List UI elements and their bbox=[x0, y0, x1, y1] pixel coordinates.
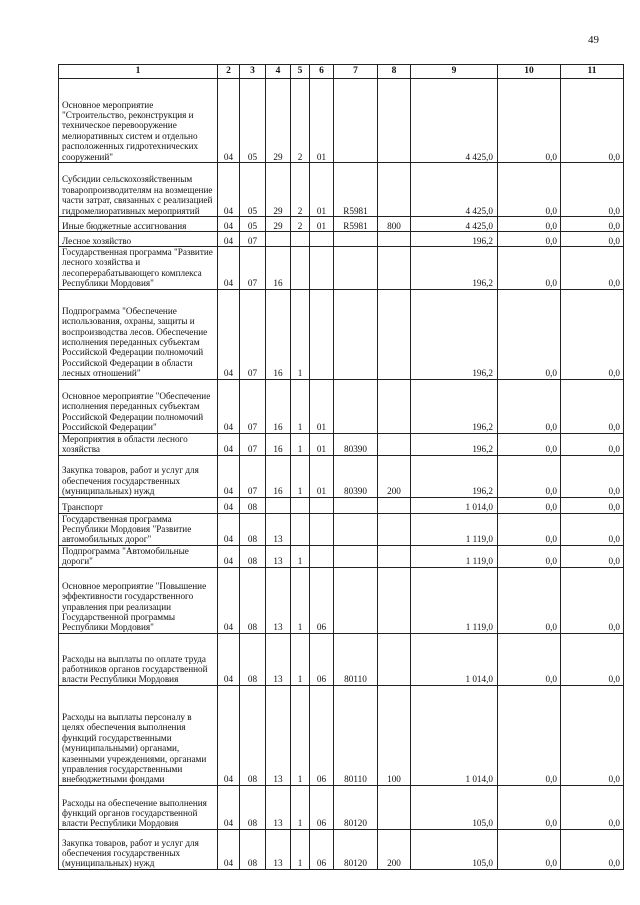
row-cell-c7: R5981 bbox=[334, 163, 378, 217]
header-cell: 8 bbox=[378, 65, 411, 79]
row-cell-c11: 0,0 bbox=[561, 232, 624, 247]
row-cell-c2: 04 bbox=[218, 829, 240, 869]
row-cell-c5: 2 bbox=[291, 217, 310, 232]
row-name-cell: Транспорт bbox=[59, 497, 218, 513]
row-cell-c5: 1 bbox=[291, 545, 310, 567]
row-cell-c8: 200 bbox=[378, 829, 411, 869]
row-cell-c8 bbox=[378, 379, 411, 433]
header-cell: 3 bbox=[240, 65, 266, 79]
row-cell-c11: 0,0 bbox=[561, 633, 624, 685]
row-cell-c3: 07 bbox=[240, 455, 266, 497]
row-cell-c9: 1 014,0 bbox=[411, 497, 498, 513]
row-cell-c11: 0,0 bbox=[561, 497, 624, 513]
table-row bbox=[59, 217, 624, 232]
row-cell-c2: 04 bbox=[218, 513, 240, 545]
row-cell-c8: 100 bbox=[378, 685, 411, 785]
row-cell-c4: 13 bbox=[266, 829, 291, 869]
row-cell-c7 bbox=[334, 79, 378, 163]
row-cell-c9: 196,2 bbox=[411, 379, 498, 433]
row-cell-c4: 13 bbox=[266, 685, 291, 785]
row-cell-c3: 08 bbox=[240, 567, 266, 633]
row-cell-c10: 0,0 bbox=[498, 79, 561, 163]
header-cell: 9 bbox=[411, 65, 498, 79]
row-cell-c8 bbox=[378, 545, 411, 567]
row-cell-c6: 01 bbox=[310, 433, 334, 455]
table-row bbox=[59, 633, 624, 685]
row-cell-c3: 08 bbox=[240, 685, 266, 785]
row-cell-c2: 04 bbox=[218, 163, 240, 217]
row-cell-c7: R5981 bbox=[334, 217, 378, 232]
table-row bbox=[59, 79, 624, 163]
row-cell-c3: 08 bbox=[240, 545, 266, 567]
table-row bbox=[59, 289, 624, 379]
row-cell-c5 bbox=[291, 232, 310, 247]
row-cell-c2: 04 bbox=[218, 232, 240, 247]
row-cell-c8 bbox=[378, 163, 411, 217]
row-cell-c5: 1 bbox=[291, 289, 310, 379]
row-cell-c8 bbox=[378, 79, 411, 163]
row-cell-c4: 29 bbox=[266, 79, 291, 163]
table-row bbox=[59, 685, 624, 785]
row-cell-c3: 05 bbox=[240, 217, 266, 232]
row-cell-c8 bbox=[378, 633, 411, 685]
row-cell-c2: 04 bbox=[218, 497, 240, 513]
row-cell-c6 bbox=[310, 497, 334, 513]
row-cell-c2: 04 bbox=[218, 545, 240, 567]
row-cell-c11: 0,0 bbox=[561, 79, 624, 163]
row-cell-c4 bbox=[266, 232, 291, 247]
row-cell-c8: 200 bbox=[378, 455, 411, 497]
table-row bbox=[59, 785, 624, 829]
row-cell-c11: 0,0 bbox=[561, 433, 624, 455]
row-cell-c3: 05 bbox=[240, 163, 266, 217]
row-cell-c2: 04 bbox=[218, 433, 240, 455]
row-cell-c9: 4 425,0 bbox=[411, 79, 498, 163]
row-cell-c7 bbox=[334, 247, 378, 290]
row-cell-c4: 13 bbox=[266, 567, 291, 633]
row-cell-c4: 16 bbox=[266, 379, 291, 433]
row-cell-c3: 05 bbox=[240, 79, 266, 163]
row-cell-c10: 0,0 bbox=[498, 217, 561, 232]
row-cell-c9: 1 119,0 bbox=[411, 545, 498, 567]
row-cell-c11: 0,0 bbox=[561, 217, 624, 232]
row-name-cell: Подпрограмма "Автомобильные дороги" bbox=[59, 545, 218, 567]
row-cell-c2: 04 bbox=[218, 217, 240, 232]
row-cell-c5: 1 bbox=[291, 633, 310, 685]
header-cell: 10 bbox=[498, 65, 561, 79]
row-name-cell: Лесное хозяйство bbox=[59, 232, 218, 247]
row-cell-c2: 04 bbox=[218, 79, 240, 163]
row-cell-c3: 07 bbox=[240, 247, 266, 290]
row-cell-c9: 196,2 bbox=[411, 247, 498, 290]
row-cell-c2: 04 bbox=[218, 633, 240, 685]
row-cell-c7: 80110 bbox=[334, 633, 378, 685]
row-name-cell: Государственная программа "Развитие лесного хозяйства и лесоперерабатывающего комплекса Республики Мордовия" bbox=[59, 247, 218, 290]
row-cell-c10: 0,0 bbox=[498, 685, 561, 785]
row-cell-c3: 08 bbox=[240, 785, 266, 829]
header-cell: 6 bbox=[310, 65, 334, 79]
row-cell-c10: 0,0 bbox=[498, 633, 561, 685]
row-cell-c11: 0,0 bbox=[561, 785, 624, 829]
table-row bbox=[59, 163, 624, 217]
table-row bbox=[59, 829, 624, 869]
row-cell-c6: 01 bbox=[310, 79, 334, 163]
row-cell-c11: 0,0 bbox=[561, 289, 624, 379]
row-cell-c11: 0,0 bbox=[561, 379, 624, 433]
row-cell-c3: 08 bbox=[240, 633, 266, 685]
row-name-cell: Государственная программа Республики Мордовия "Развитие автомобильных дорог" bbox=[59, 513, 218, 545]
row-cell-c2: 04 bbox=[218, 455, 240, 497]
table-row bbox=[59, 497, 624, 513]
row-name-cell: Закупка товаров, работ и услуг для обеспечения государственных (муниципальных) нужд bbox=[59, 455, 218, 497]
row-cell-c10: 0,0 bbox=[498, 513, 561, 545]
row-name-cell: Субсидии сельскохозяйственным товаропроизводителям на возмещение части затрат, связанных с реализацией гидромелиоративных мероприятий bbox=[59, 163, 218, 217]
row-cell-c3: 07 bbox=[240, 289, 266, 379]
row-cell-c5: 1 bbox=[291, 685, 310, 785]
row-cell-c2: 04 bbox=[218, 379, 240, 433]
row-cell-c5: 1 bbox=[291, 829, 310, 869]
row-cell-c5: 1 bbox=[291, 567, 310, 633]
row-cell-c2: 04 bbox=[218, 785, 240, 829]
row-cell-c8: 800 bbox=[378, 217, 411, 232]
row-cell-c4 bbox=[266, 497, 291, 513]
row-cell-c2: 04 bbox=[218, 247, 240, 290]
table-row bbox=[59, 545, 624, 567]
header-cell: 4 bbox=[266, 65, 291, 79]
row-cell-c7 bbox=[334, 232, 378, 247]
row-cell-c9: 1 014,0 bbox=[411, 633, 498, 685]
row-cell-c4: 16 bbox=[266, 289, 291, 379]
row-cell-c4: 13 bbox=[266, 545, 291, 567]
row-name-cell: Мероприятия в области лесного хозяйства bbox=[59, 433, 218, 455]
row-cell-c7: 80390 bbox=[334, 455, 378, 497]
row-name-cell: Закупка товаров, работ и услуг для обеспечения государственных (муниципальных) нужд bbox=[59, 829, 218, 869]
row-cell-c6 bbox=[310, 289, 334, 379]
row-cell-c6 bbox=[310, 247, 334, 290]
row-cell-c4: 13 bbox=[266, 513, 291, 545]
row-cell-c8 bbox=[378, 513, 411, 545]
row-cell-c6 bbox=[310, 232, 334, 247]
row-name-cell: Расходы на выплаты по оплате труда работников органов государственной власти Республики Мордовия bbox=[59, 633, 218, 685]
row-name-cell: Подпрограмма "Обеспечение использования, охраны, защиты и воспроизводства лесов. Обеспечение исполнения переданных субъектам Российской Федерации полномочий Российской Федерации в области лесных отношений" bbox=[59, 289, 218, 379]
row-cell-c10: 0,0 bbox=[498, 163, 561, 217]
row-cell-c7 bbox=[334, 513, 378, 545]
row-cell-c7 bbox=[334, 289, 378, 379]
row-cell-c6: 06 bbox=[310, 633, 334, 685]
row-cell-c4: 16 bbox=[266, 455, 291, 497]
row-cell-c4: 29 bbox=[266, 217, 291, 232]
row-cell-c10: 0,0 bbox=[498, 247, 561, 290]
row-cell-c9: 105,0 bbox=[411, 785, 498, 829]
row-cell-c9: 4 425,0 bbox=[411, 163, 498, 217]
row-cell-c10: 0,0 bbox=[498, 785, 561, 829]
row-cell-c7: 80120 bbox=[334, 829, 378, 869]
row-cell-c6: 06 bbox=[310, 567, 334, 633]
row-cell-c5 bbox=[291, 513, 310, 545]
row-cell-c7: 80120 bbox=[334, 785, 378, 829]
row-cell-c6 bbox=[310, 513, 334, 545]
row-cell-c10: 0,0 bbox=[498, 455, 561, 497]
row-cell-c6: 06 bbox=[310, 829, 334, 869]
row-cell-c9: 196,2 bbox=[411, 433, 498, 455]
table-row bbox=[59, 567, 624, 633]
row-cell-c5: 1 bbox=[291, 433, 310, 455]
header-row bbox=[59, 65, 624, 79]
row-cell-c8 bbox=[378, 567, 411, 633]
row-cell-c10: 0,0 bbox=[498, 545, 561, 567]
row-cell-c4: 13 bbox=[266, 785, 291, 829]
row-cell-c9: 196,2 bbox=[411, 289, 498, 379]
row-cell-c10: 0,0 bbox=[498, 829, 561, 869]
row-cell-c9: 1 119,0 bbox=[411, 513, 498, 545]
row-cell-c2: 04 bbox=[218, 685, 240, 785]
row-cell-c8 bbox=[378, 289, 411, 379]
row-cell-c4: 16 bbox=[266, 433, 291, 455]
row-cell-c3: 08 bbox=[240, 513, 266, 545]
row-cell-c5 bbox=[291, 247, 310, 290]
row-cell-c11: 0,0 bbox=[561, 545, 624, 567]
row-cell-c3: 07 bbox=[240, 433, 266, 455]
row-cell-c8 bbox=[378, 247, 411, 290]
header-cell: 5 bbox=[291, 65, 310, 79]
row-cell-c2: 04 bbox=[218, 289, 240, 379]
row-cell-c3: 07 bbox=[240, 379, 266, 433]
row-cell-c6: 06 bbox=[310, 685, 334, 785]
header-cell: 2 bbox=[218, 65, 240, 79]
row-cell-c7: 80110 bbox=[334, 685, 378, 785]
row-name-cell: Расходы на обеспечение выполнения функций органов государственной власти Республики Мордовия bbox=[59, 785, 218, 829]
row-cell-c11: 0,0 bbox=[561, 455, 624, 497]
row-name-cell: Основное мероприятие "Повышение эффективности государственного управления при реализации Государственной программы Республики Мордовия" bbox=[59, 567, 218, 633]
row-cell-c9: 196,2 bbox=[411, 232, 498, 247]
row-cell-c8 bbox=[378, 497, 411, 513]
row-cell-c7: 80390 bbox=[334, 433, 378, 455]
row-cell-c4: 29 bbox=[266, 163, 291, 217]
table-row bbox=[59, 455, 624, 497]
table-row bbox=[59, 232, 624, 247]
row-cell-c5: 1 bbox=[291, 379, 310, 433]
row-cell-c11: 0,0 bbox=[561, 829, 624, 869]
row-cell-c10: 0,0 bbox=[498, 433, 561, 455]
row-cell-c7 bbox=[334, 497, 378, 513]
row-cell-c11: 0,0 bbox=[561, 247, 624, 290]
row-cell-c3: 07 bbox=[240, 232, 266, 247]
row-cell-c11: 0,0 bbox=[561, 513, 624, 545]
row-cell-c9: 4 425,0 bbox=[411, 217, 498, 232]
row-cell-c10: 0,0 bbox=[498, 232, 561, 247]
row-cell-c5 bbox=[291, 497, 310, 513]
row-cell-c6: 01 bbox=[310, 379, 334, 433]
header-cell: 7 bbox=[334, 65, 378, 79]
row-cell-c9: 105,0 bbox=[411, 829, 498, 869]
table-row bbox=[59, 379, 624, 433]
row-cell-c8 bbox=[378, 232, 411, 247]
row-cell-c7 bbox=[334, 545, 378, 567]
row-cell-c6: 01 bbox=[310, 217, 334, 232]
row-cell-c6: 06 bbox=[310, 785, 334, 829]
row-cell-c5: 2 bbox=[291, 163, 310, 217]
row-cell-c9: 1 014,0 bbox=[411, 685, 498, 785]
row-cell-c3: 08 bbox=[240, 829, 266, 869]
row-name-cell: Основное мероприятие "Обеспечение исполнения переданных субъектам Российской Федерации полномочий Российской Федерации" bbox=[59, 379, 218, 433]
row-cell-c5: 1 bbox=[291, 455, 310, 497]
row-name-cell: Иные бюджетные ассигнования bbox=[59, 217, 218, 232]
row-cell-c8 bbox=[378, 433, 411, 455]
header-cell: 1 bbox=[59, 65, 218, 79]
table-row bbox=[59, 433, 624, 455]
table-row bbox=[59, 247, 624, 290]
row-cell-c10: 0,0 bbox=[498, 497, 561, 513]
row-name-cell: Основное мероприятие "Строительство, реконструкция и техническое перевооружение мелиоративных систем и отдельно расположенных гидротехнических сооружений" bbox=[59, 79, 218, 163]
row-cell-c6: 01 bbox=[310, 455, 334, 497]
row-cell-c9: 1 119,0 bbox=[411, 567, 498, 633]
row-cell-c10: 0,0 bbox=[498, 289, 561, 379]
row-cell-c7 bbox=[334, 379, 378, 433]
row-name-cell: Расходы на выплаты персоналу в целях обеспечения выполнения функций государственными (муниципальными) органами, казенными учреждениями, органами управления государственными внебюджетными фондами bbox=[59, 685, 218, 785]
row-cell-c8 bbox=[378, 785, 411, 829]
row-cell-c2: 04 bbox=[218, 567, 240, 633]
row-cell-c11: 0,0 bbox=[561, 163, 624, 217]
row-cell-c7 bbox=[334, 567, 378, 633]
row-cell-c9: 196,2 bbox=[411, 455, 498, 497]
row-cell-c11: 0,0 bbox=[561, 685, 624, 785]
row-cell-c5: 1 bbox=[291, 785, 310, 829]
page-number: 49 bbox=[588, 34, 599, 46]
budget-table bbox=[58, 64, 624, 870]
row-cell-c4: 16 bbox=[266, 247, 291, 290]
row-cell-c4: 13 bbox=[266, 633, 291, 685]
row-cell-c6 bbox=[310, 545, 334, 567]
row-cell-c10: 0,0 bbox=[498, 379, 561, 433]
row-cell-c10: 0,0 bbox=[498, 567, 561, 633]
row-cell-c5: 2 bbox=[291, 79, 310, 163]
row-cell-c11: 0,0 bbox=[561, 567, 624, 633]
row-cell-c6: 01 bbox=[310, 163, 334, 217]
header-cell: 11 bbox=[561, 65, 624, 79]
table-row bbox=[59, 513, 624, 545]
row-cell-c3: 08 bbox=[240, 497, 266, 513]
